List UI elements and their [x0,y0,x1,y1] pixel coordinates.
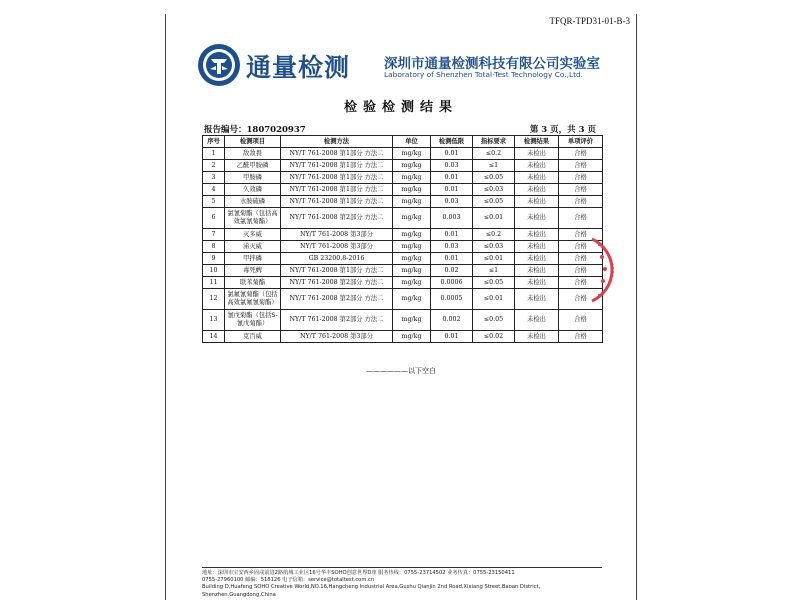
row-result: 未检出 [515,172,559,184]
row-unit: mg/kg [393,289,431,310]
row-requirement: ≤0.05 [473,196,515,208]
row-evaluation: 合格 [559,229,603,241]
row-unit: mg/kg [393,253,431,265]
table-row [203,196,603,208]
table-row [203,172,603,184]
row-lod: 0.03 [431,160,473,172]
row-item: 氯氟氰菊酯（包括高效氯氟氰菊酯） [225,289,281,310]
row-no: 6 [203,208,225,229]
row-result: 未检出 [515,310,559,331]
row-result: 未检出 [515,229,559,241]
row-method: NY/T 761-2008 第3部分 [281,241,393,253]
row-evaluation: 合格 [559,241,603,253]
row-requirement: ≤0.2 [473,229,515,241]
row-lod: 0.01 [431,172,473,184]
row-lod: 0.03 [431,241,473,253]
footer-address [202,570,622,599]
row-evaluation: 合格 [559,331,603,343]
row-unit: mg/kg [393,160,431,172]
blank-below-note: ——————以下空白 [366,367,436,375]
table-row [203,229,603,241]
company-name-en: Laboratory of Shenzhen Total-Test Technology Co.,Ltd. [384,70,584,79]
table-row [203,277,603,289]
row-method: NY/T 761-2008 第1部分 方法二 [281,172,393,184]
header-method: 检测方法 [281,136,393,148]
row-item: 联苯菊酯 [225,277,281,289]
row-no: 10 [203,265,225,277]
row-requirement: ≤0.03 [473,241,515,253]
row-evaluation: 合格 [559,172,603,184]
report-page [165,14,637,600]
header-unit: 单位 [393,136,431,148]
row-evaluation: 合格 [559,265,603,277]
row-unit: mg/kg [393,184,431,196]
row-item: 克百威 [225,331,281,343]
row-method: NY/T 761-2008 第1部分 方法二 [281,160,393,172]
row-no: 7 [203,229,225,241]
row-evaluation: 合格 [559,148,603,160]
row-unit: mg/kg [393,310,431,331]
red-seal-stamp-icon [588,235,626,305]
page-number: 第 3 页，共 3 页 [529,125,596,135]
row-method: NY/T 761-2008 第2部分 方法二 [281,310,393,331]
row-result: 未检出 [515,184,559,196]
header-evaluation: 单项评价 [559,136,603,148]
row-requirement: ≤0.01 [473,208,515,229]
table-row [203,241,603,253]
row-evaluation: 合格 [559,289,603,310]
row-requirement: ≤0.05 [473,310,515,331]
row-item: 毒死蜱 [225,265,281,277]
row-requirement: ≤1 [473,265,515,277]
row-no: 1 [203,148,225,160]
row-lod: 0.01 [431,184,473,196]
header-result: 检测结果 [515,136,559,148]
row-item: 氯氰菊酯（包括高效氯氰菊酯） [225,208,281,229]
row-method: NY/T 761-2008 第2部分 方法二 [281,208,393,229]
header-lod: 检测低限 [431,136,473,148]
row-lod: 0.01 [431,229,473,241]
row-item: 水胺硫磷 [225,196,281,208]
row-unit: mg/kg [393,277,431,289]
table-row [203,148,603,160]
company-name-cn: 深圳市通量检测科技有限公司实验室 [384,56,600,72]
row-result: 未检出 [515,265,559,277]
row-item: 敌敌畏 [225,148,281,160]
row-no: 12 [203,289,225,310]
row-method: NY/T 761-2008 第1部分 方法二 [281,265,393,277]
row-no: 3 [203,172,225,184]
row-no: 2 [203,160,225,172]
row-item: 甲拌磷 [225,253,281,265]
row-unit: mg/kg [393,208,431,229]
row-requirement: ≤0.02 [473,331,515,343]
table-body [203,148,603,343]
row-lod: 0.0005 [431,289,473,310]
table-row [203,289,603,310]
document-title: 检验检测结果 [343,100,458,115]
row-unit: mg/kg [393,331,431,343]
row-result: 未检出 [515,253,559,265]
row-lod: 0.0006 [431,277,473,289]
row-result: 未检出 [515,277,559,289]
footer-line: Shenzhen,Guangdong,China [202,591,276,598]
row-method: NY/T 761-2008 第2部分 方法二 [281,289,393,310]
row-method: NY/T 761-2008 第2部分 方法二 [281,277,393,289]
footer-divider [202,567,602,568]
row-no: 5 [203,196,225,208]
row-unit: mg/kg [393,148,431,160]
row-requirement: ≤0.2 [473,148,515,160]
row-unit: mg/kg [393,172,431,184]
row-unit: mg/kg [393,196,431,208]
row-method: NY/T 761-2008 第3部分 [281,229,393,241]
row-requirement: ≤0.03 [473,184,515,196]
table-row [203,160,603,172]
report-number [204,123,306,135]
row-item: 甲胺磷 [225,172,281,184]
row-evaluation: 合格 [559,160,603,172]
row-result: 未检出 [515,289,559,310]
header-requirement: 指标要求 [473,136,515,148]
footer-line: Building D,Huafeng SOHO Creative World,NO.16,Hangcheng Industrial Area,Gushu Qianjin 2nd Road,Xixiang Street,Baoan District, [202,584,541,591]
row-result: 未检出 [515,241,559,253]
row-result: 未检出 [515,331,559,343]
table-row [203,265,603,277]
row-lod: 0.003 [431,208,473,229]
row-method: NY/T 761-2008 第3部分 [281,331,393,343]
row-lod: 0.01 [431,148,473,160]
row-item: 久效磷 [225,184,281,196]
row-evaluation: 合格 [559,277,603,289]
row-requirement: ≤0.05 [473,277,515,289]
row-evaluation: 合格 [559,208,603,229]
row-unit: mg/kg [393,229,431,241]
table-header-row [203,136,603,148]
row-evaluation: 合格 [559,184,603,196]
row-unit: mg/kg [393,265,431,277]
row-lod: 0.03 [431,196,473,208]
table-row [203,310,603,331]
table-row [203,184,603,196]
row-no: 8 [203,241,225,253]
brand-name: 通量检测 [246,53,351,82]
row-method: NY/T 761-2008 第1部分 方法二 [281,184,393,196]
table-row [203,253,603,265]
row-no: 9 [203,253,225,265]
row-lod: 0.002 [431,310,473,331]
footer-line: 0755-27960100 邮编：518126 电子信箱：service@totaltest.com.cn [202,577,375,584]
row-requirement: ≤1 [473,160,515,172]
row-result: 未检出 [515,160,559,172]
row-no: 13 [203,310,225,331]
row-method: GB 23200.8-2016 [281,253,393,265]
row-requirement: ≤0.05 [473,172,515,184]
row-result: 未检出 [515,148,559,160]
row-evaluation: 合格 [559,253,603,265]
row-no: 11 [203,277,225,289]
row-unit: mg/kg [393,241,431,253]
row-item: 灭多威 [225,229,281,241]
row-lod: 0.02 [431,265,473,277]
row-lod: 0.01 [431,253,473,265]
document-code: TFQR-TPD31-01-B-3 [549,16,630,26]
header-no: 序号 [203,136,225,148]
row-method: NY/T 761-2008 第1部分 方法二 [281,196,393,208]
row-evaluation: 合格 [559,196,603,208]
row-item: 氰戊菊酯（包括S-氰戊菊酯） [225,310,281,331]
company-logo-icon [196,42,242,88]
row-item: 乙酰甲胺磷 [225,160,281,172]
table-row [203,331,603,343]
row-result: 未检出 [515,196,559,208]
row-no: 14 [203,331,225,343]
letterhead [196,42,636,88]
header-item: 检测项目 [225,136,281,148]
report-number-label: 报告编号： [204,125,247,135]
row-no: 4 [203,184,225,196]
footer-line: 地址：深圳市宝安西乡固戍前进2路航城工业区16号华丰SOHO创意世界D座 服务热线：0755-23714502 业务传真：0755-23150411 [202,570,515,576]
row-requirement: ≤0.01 [473,289,515,310]
results-table [202,135,603,343]
table-row [203,208,603,229]
row-item: 涕灭威 [225,241,281,253]
row-requirement: ≤0.01 [473,253,515,265]
row-lod: 0.01 [431,331,473,343]
report-number-value: 1807020937 [246,125,306,135]
row-evaluation: 合格 [559,310,603,331]
row-method: NY/T 761-2008 第1部分 方法二 [281,148,393,160]
row-result: 未检出 [515,208,559,229]
